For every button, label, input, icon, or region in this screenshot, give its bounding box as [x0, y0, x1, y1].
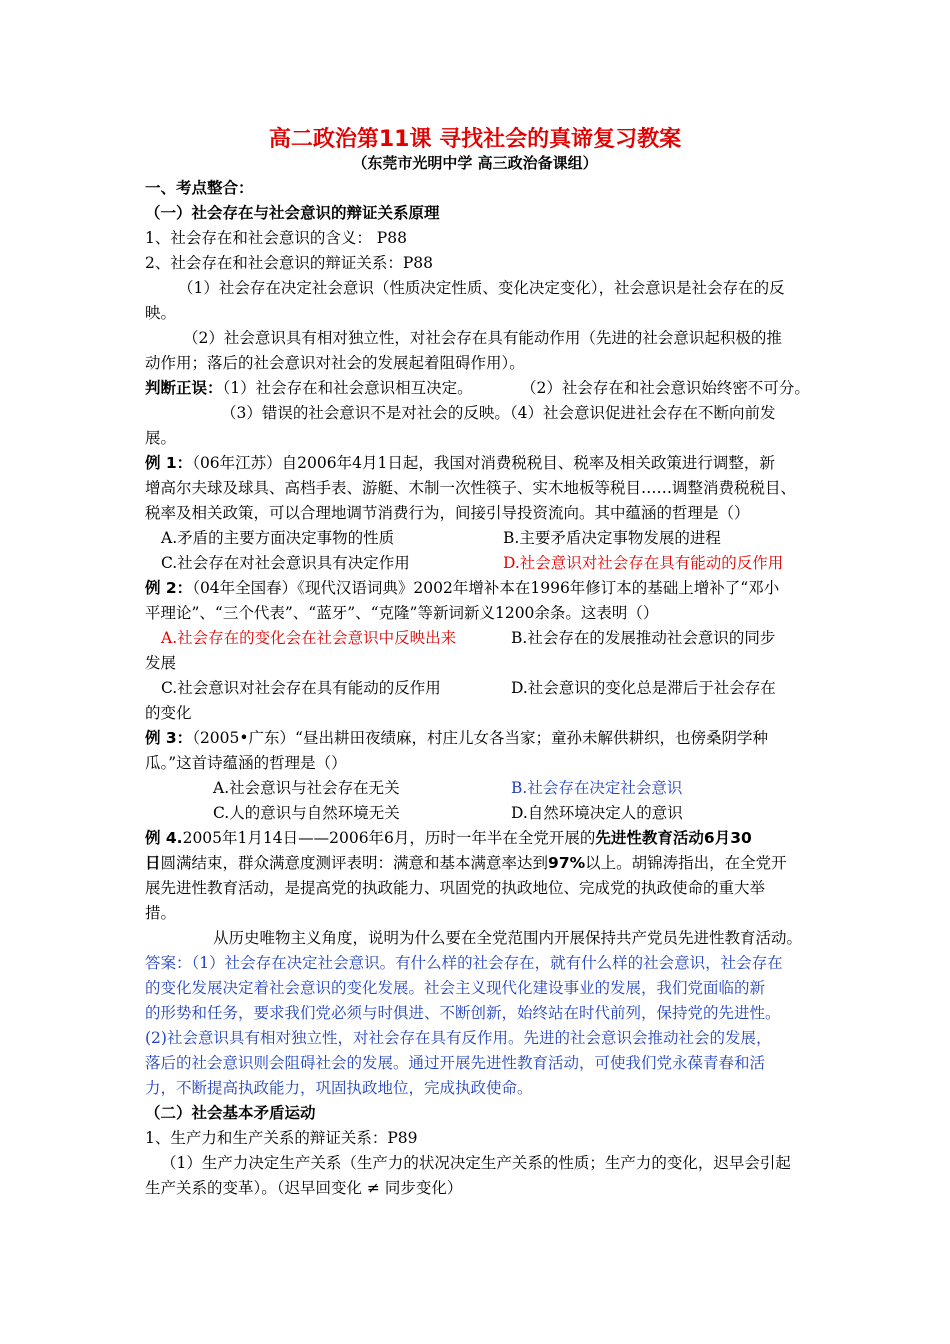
paragraph-line: （3）错误的社会意识不是对社会的反映。（4）社会意识促进社会存在不断向前发 — [221, 404, 776, 422]
option-a-answer: A.社会存在的变化会在社会意识中反映出来 — [161, 629, 457, 647]
document-body — [145, 176, 815, 1201]
bold-text: 日 — [145, 854, 161, 872]
document-subtitle: （东莞市光明中学 高三政治备课组） — [352, 154, 598, 172]
example-label: 例 4. — [145, 829, 183, 847]
bold-text: 97% — [548, 854, 586, 872]
example-text: （06年江苏）自2006年4月1日起，我国对消费税税目、税率及相关政策进行调整，新 — [192, 454, 775, 472]
example-label: 例 2： — [145, 579, 193, 597]
document-title: 高二政治第11课 寻找社会的真谛复习教案 — [268, 127, 682, 152]
text: 以上。胡锦涛指出，在全党开 — [585, 854, 787, 872]
answer-line: (2)社会意识具有相对独立性，对社会存在具有反作用。先进的社会意识会推动社会的发展， — [145, 1029, 772, 1047]
paragraph-line: 动作用；落后的社会意识对社会的发展起着阻碍作用）。 — [145, 354, 525, 372]
paragraph-line: 的变化 — [145, 704, 192, 722]
judgement-line — [145, 376, 815, 401]
paragraph-line: 生产关系的变革）。（迟早回变化 ≠ 同步变化） — [145, 1179, 463, 1197]
judgement-label: 判断正误： — [145, 379, 223, 397]
option-row — [145, 801, 815, 826]
paragraph-line: 展先进性教育活动，是提高党的执政能力、巩固党的执政地位、完成党的执政使命的重大举 — [145, 879, 766, 897]
paragraph-line: 1、社会存在和社会意识的含义： P88 — [145, 229, 407, 247]
example-4-line — [145, 826, 815, 851]
judgement-item-1: （1）社会存在和社会意识相互决定。 — [222, 379, 473, 397]
option-c: C.社会存在对社会意识具有决定作用 — [161, 554, 410, 572]
example-text: （2005•广东）“昼出耕田夜绩麻，村庄儿女各当家；童孙未解供耕织，也傍桑阴学种 — [192, 729, 768, 747]
paragraph-line: 平理论”、“三个代表”、“蓝牙”、“克隆”等新词新义1200余条。这表明（） — [145, 604, 659, 622]
example-2-line — [145, 576, 815, 601]
question-line: 从历史唯物主义角度，说明为什么要在全党范围内开展保持共产党员先进性教育活动。 — [213, 929, 803, 947]
answer-line: 的变化发展决定着社会意识的变化发展。社会主义现代化建设事业的发展，我们党面临的新 — [145, 979, 766, 997]
option-row — [145, 526, 815, 551]
paragraph-line: 映。 — [145, 304, 177, 322]
answer-line: 的形势和任务，要求我们党必须与时俱进、不断创新，始终站在时代前列，保持党的先进性。 — [145, 1004, 781, 1022]
example-1-line — [145, 451, 815, 476]
paragraph-line: 1、生产力和生产关系的辩证关系：P89 — [145, 1129, 418, 1147]
example-text: （04年全国春）《现代汉语词典》2002年增补本在1996年修订本的基础上增补了“邓小 — [192, 579, 780, 597]
judgement-item-2: （2）社会存在和社会意识始终密不可分。 — [521, 379, 810, 397]
paragraph-line: （1）社会存在决定社会意识（性质决定性质、变化决定变化），社会意识是社会存在的反 — [178, 279, 785, 297]
paragraph-line: 展。 — [145, 429, 177, 447]
paragraph-line: 税率及相关政策，可以合理地调节消费行为，间接引导投资流向。其中蕴涵的哲理是（） — [145, 504, 750, 522]
option-b: B.社会存在的发展推动社会意识的同步 — [511, 629, 776, 647]
example-text: 2005年1月14日——2006年6月，历时一年半在全党开展的 — [182, 829, 596, 847]
option-c: C.人的意识与自然环境无关 — [213, 804, 400, 822]
option-c: C.社会意识对社会存在具有能动的反作用 — [161, 679, 441, 697]
paragraph-line: 发展 — [145, 654, 177, 672]
paragraph-line — [145, 851, 815, 876]
option-a: A.矛盾的主要方面决定事物的性质 — [161, 529, 395, 547]
option-d: D.社会意识的变化总是滞后于社会存在 — [511, 679, 776, 697]
example-3-line — [145, 726, 815, 751]
option-a: A.社会意识与社会存在无关 — [213, 779, 400, 797]
subsection-heading: （二）社会基本矛盾运动 — [145, 1104, 316, 1122]
section-heading: 一、考点整合： — [145, 179, 254, 197]
answer-line: 答案：（1）社会存在决定社会意识。有什么样的社会存在，就有什么样的社会意识，社会存在 — [145, 954, 783, 972]
paragraph-line: 瓜。”这首诗蕴涵的哲理是（） — [145, 754, 347, 772]
option-d-answer: D.社会意识对社会存在具有能动的反作用 — [503, 554, 784, 572]
subsection-heading: （一）社会存在与社会意识的辩证关系原理 — [145, 204, 440, 222]
option-row — [145, 626, 815, 651]
paragraph-line: 增高尔夫球及球具、高档手表、游艇、木制一次性筷子、实木地板等税目……调整消费税税目、 — [145, 479, 797, 497]
example-label: 例 1： — [145, 454, 193, 472]
answer-line: 力，不断提高执政能力，巩固执政地位，完成执政使命。 — [145, 1079, 533, 1097]
example-bold-text: 先进性教育活动6月30 — [595, 829, 752, 847]
text: 圆满结束，群众满意度测评表明：满意和基本满意率达到 — [160, 854, 549, 872]
option-row — [145, 551, 815, 576]
option-b: B.主要矛盾决定事物发展的进程 — [503, 529, 721, 547]
paragraph-line: 措。 — [145, 904, 177, 922]
answer-line: 落后的社会意识则会阻碍社会的发展。通过开展先进性教育活动，可使我们党永葆青春和活 — [145, 1054, 766, 1072]
option-row — [145, 776, 815, 801]
option-b-answer: B.社会存在决定社会意识 — [511, 779, 683, 797]
option-row — [145, 676, 815, 701]
option-d: D.自然环境决定人的意识 — [511, 804, 683, 822]
example-label: 例 3： — [145, 729, 193, 747]
paragraph-line: （2）社会意识具有相对独立性，对社会存在具有能动作用（先进的社会意识起积极的推 — [183, 329, 782, 347]
paragraph-line: （1）生产力决定生产关系（生产力的状况决定生产关系的性质；生产力的变化，迟早会引起 — [161, 1154, 791, 1172]
paragraph-line: 2、社会存在和社会意识的辩证关系：P88 — [145, 254, 434, 272]
